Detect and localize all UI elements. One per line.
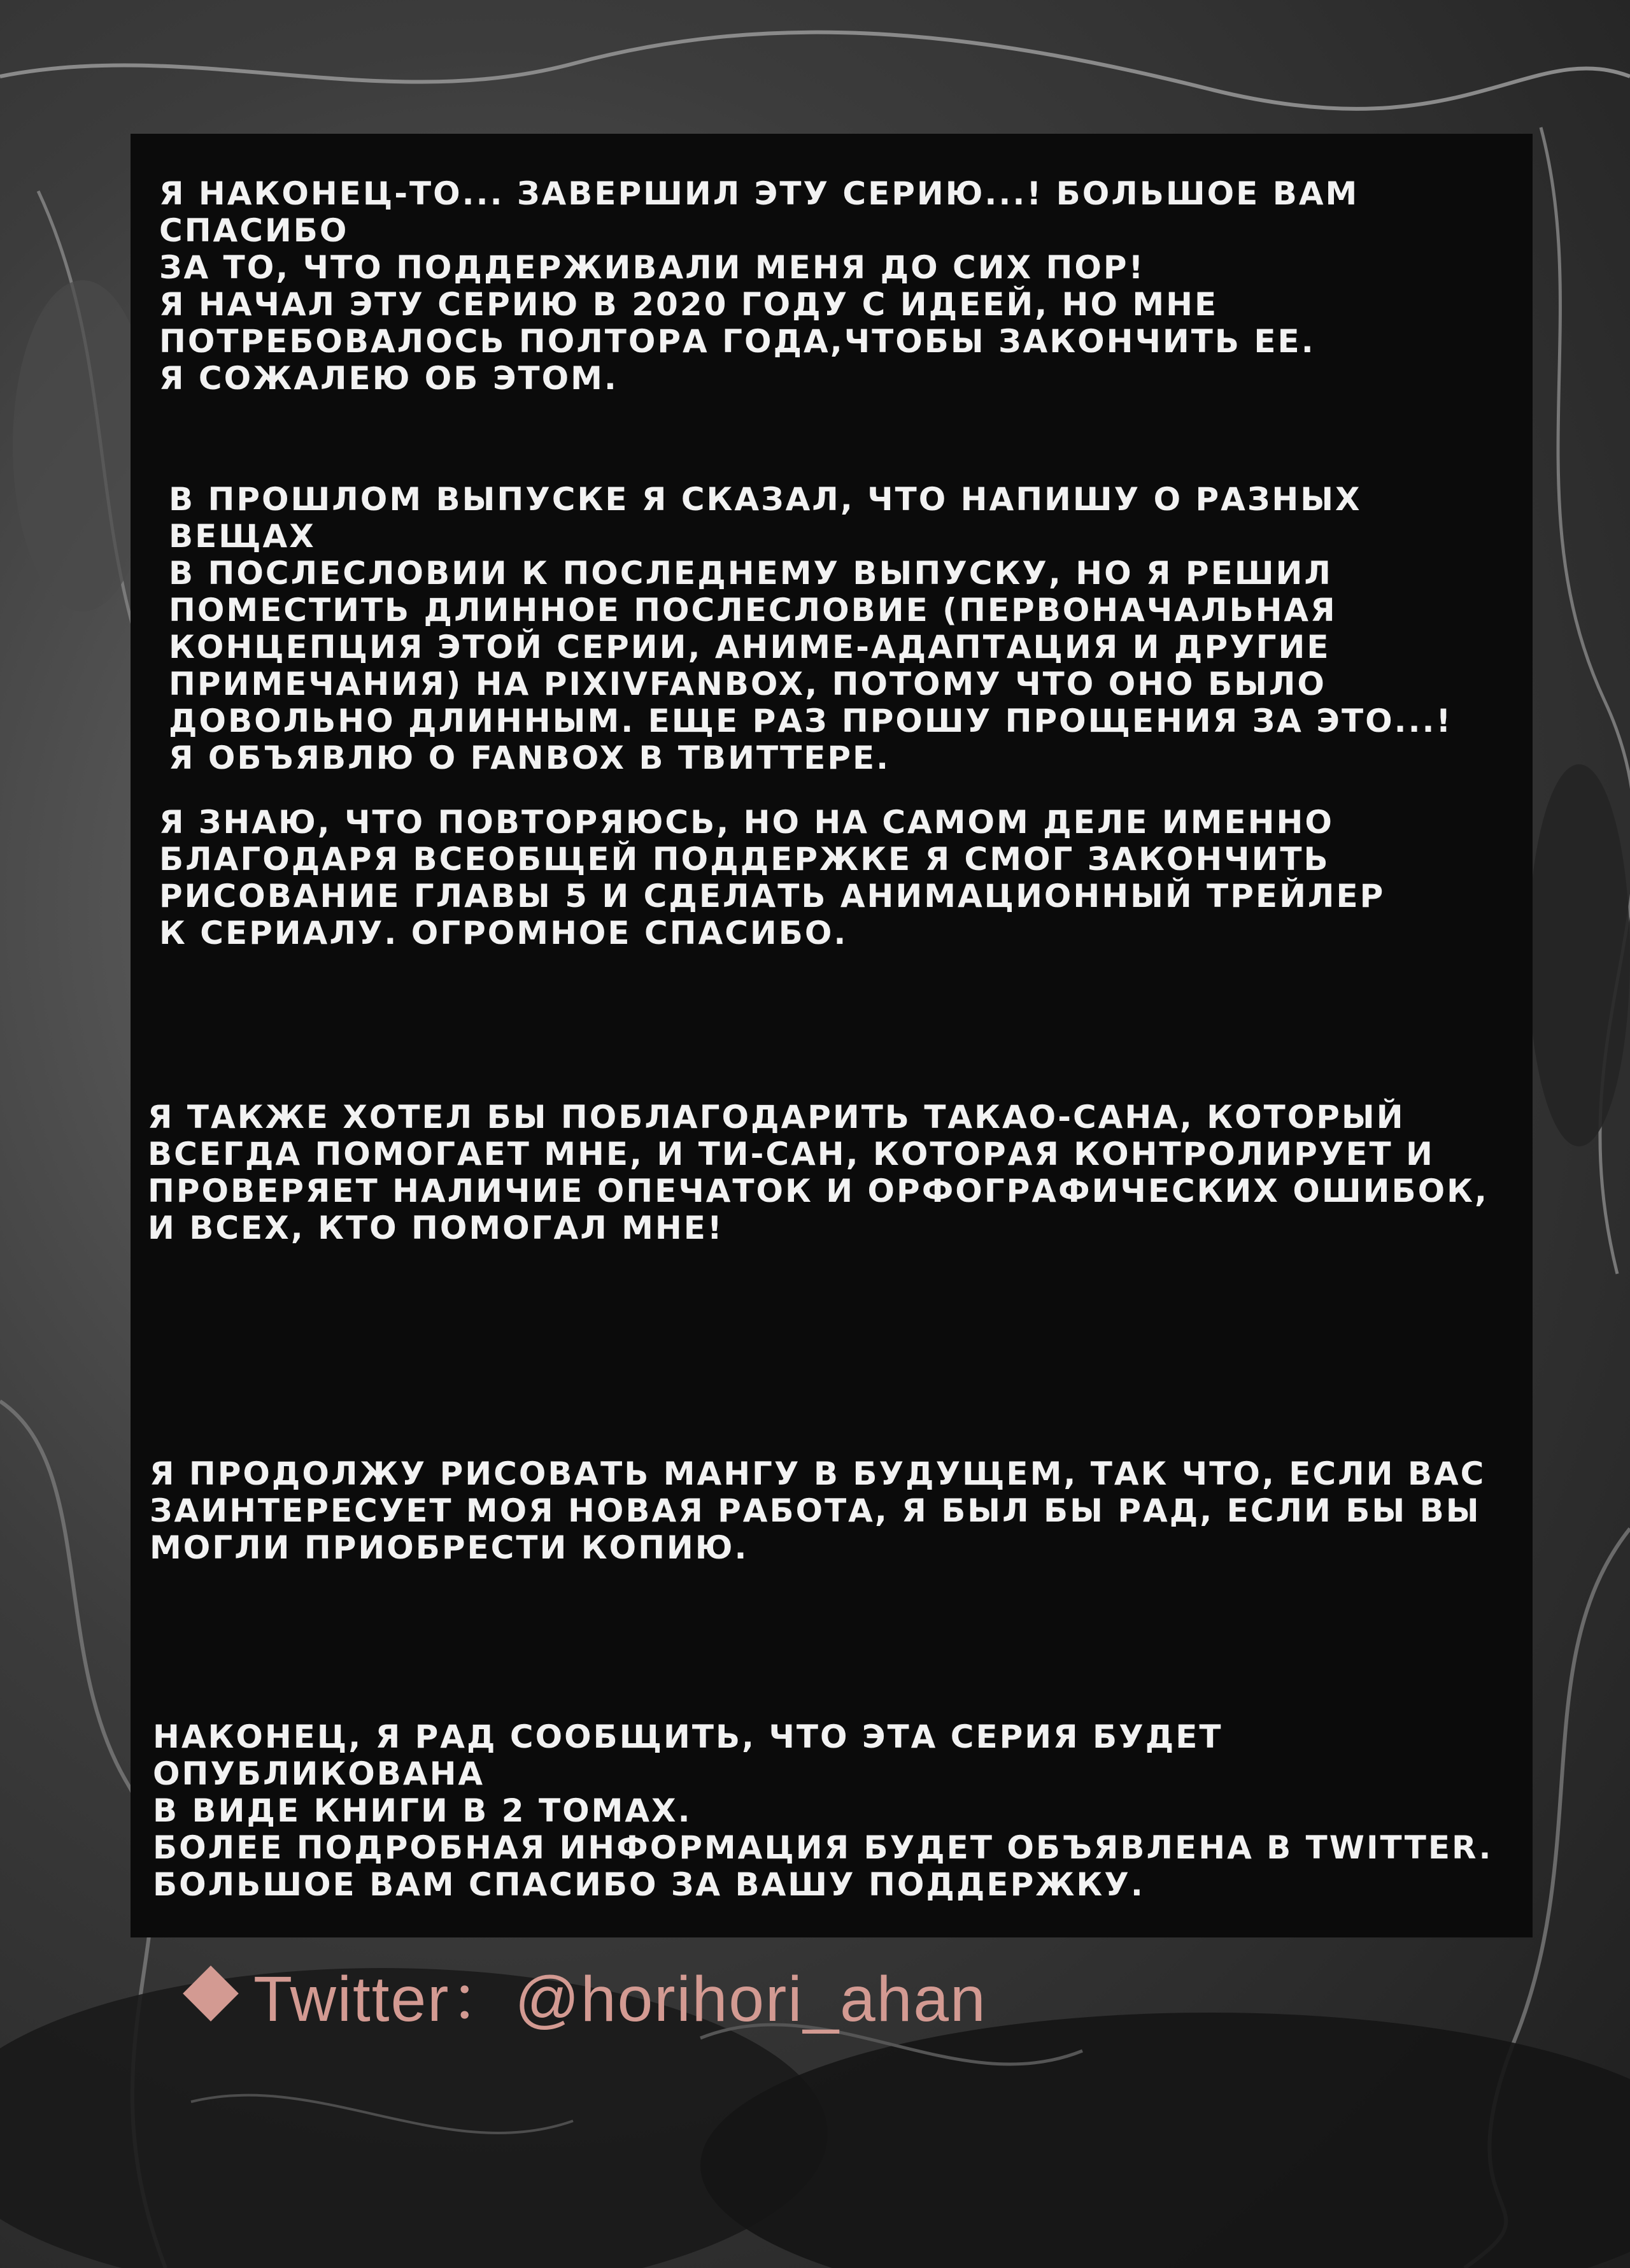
afterword-paragraph: В ПРОШЛОМ ВЫПУСКЕ Я СКАЗАЛ, ЧТО НАПИШУ О РАЗНЫХ ВЕЩАХ В ПОСЛЕСЛОВИИ К ПОСЛЕДНЕМУ ВЫПУСКУ, НО Я РЕШИЛ ПОМЕСТИТЬ ДЛИННОЕ ПОСЛЕСЛОВИЕ (ПЕРВОНАЧАЛЬНАЯ КОНЦЕПЦИЯ ЭТОЙ СЕРИИ, АНИМЕ-АДАПТАЦИЯ И ДРУГИЕ ПРИМЕЧАНИЯ) НА PIXIVFANBOX, ПОТОМУ ЧТО ОНО БЫЛО ДОВОЛЬНО ДЛИННЫМ. ЕЩЕ РАЗ ПРОШУ ПРОЩЕНИЯ ЗА ЭТО...! Я ОБЪЯВЛЮ О FANBOX В ТВИТТЕРЕ. <box>169 481 1453 776</box>
afterword-text-panel <box>131 134 1533 1937</box>
afterword-paragraph: НАКОНЕЦ, Я РАД СООБЩИТЬ, ЧТО ЭТА СЕРИЯ БУДЕТ ОПУБЛИКОВАНА В ВИДЕ КНИГИ В 2 ТОМАХ. БОЛЕЕ ПОДРОБНАЯ ИНФОРМАЦИЯ БУДЕТ ОБЪЯВЛЕНА В TWITTER. БОЛЬШОЕ ВАМ СПАСИБО ЗА ВАШУ ПОДДЕРЖКУ. <box>153 1718 1493 1903</box>
twitter-handle-text: Twitter：@horihori_ahan <box>253 1964 987 2035</box>
twitter-credit <box>191 1955 987 2035</box>
afterword-paragraph: Я НАКОНЕЦ-ТО... ЗАВЕРШИЛ ЭТУ СЕРИЮ...! БОЛЬШОЕ ВАМ СПАСИБО ЗА ТО, ЧТО ПОДДЕРЖИВАЛИ МЕНЯ ДО СИХ ПОР! Я НАЧАЛ ЭТУ СЕРИЮ В 2020 ГОДУ С ИДЕЕЙ, НО МНЕ ПОТРЕБОВАЛОСЬ ПОЛТОРА ГОДА,ЧТОБЫ ЗАКОНЧИТЬ ЕЕ. Я СОЖАЛЕЮ ОБ ЭТОМ. <box>159 175 1359 397</box>
afterword-paragraph: Я ПРОДОЛЖУ РИСОВАТЬ МАНГУ В БУДУЩЕМ, ТАК ЧТО, ЕСЛИ ВАС ЗАИНТЕРЕСУЕТ МОЯ НОВАЯ РАБОТА, Я БЫЛ БЫ РАД, ЕСЛИ БЫ ВЫ МОГЛИ ПРИОБРЕСТИ КОПИЮ. <box>150 1455 1486 1566</box>
afterword-paragraph: Я ТАКЖЕ ХОТЕЛ БЫ ПОБЛАГОДАРИТЬ ТАКАО-САНА, КОТОРЫЙ ВСЕГДА ПОМОГАЕТ МНЕ, И ТИ-САН, КОТОРАЯ КОНТРОЛИРУЕТ И ПРОВЕРЯЕТ НАЛИЧИЕ ОПЕЧАТОК И ОРФОГРАФИЧЕСКИХ ОШИБОК, И ВСЕХ, КТО ПОМОГАЛ МНЕ! <box>148 1099 1489 1246</box>
diamond-icon <box>183 1965 239 2022</box>
afterword-paragraph: Я ЗНАЮ, ЧТО ПОВТОРЯЮСЬ, НО НА САМОМ ДЕЛЕ ИМЕННО БЛАГОДАРЯ ВСЕОБЩЕЙ ПОДДЕРЖКЕ Я СМОГ ЗАКОНЧИТЬ РИСОВАНИЕ ГЛАВЫ 5 И СДЕЛАТЬ АНИМАЦИОННЫЙ ТРЕЙЛЕР К СЕРИАЛУ. ОГРОМНОЕ СПАСИБО. <box>159 804 1386 952</box>
